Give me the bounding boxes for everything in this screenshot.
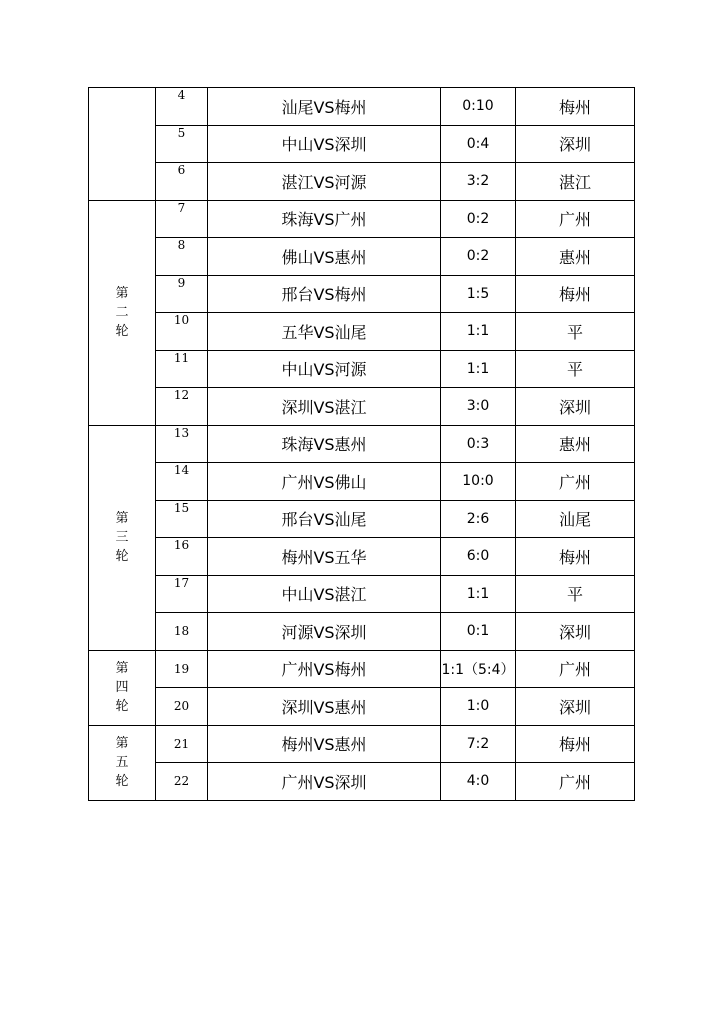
round-label: 第三轮 xyxy=(115,511,129,564)
match-row xyxy=(89,163,635,201)
match-number: 17 xyxy=(156,575,208,613)
match-score: 0:1 xyxy=(441,613,516,651)
match-row xyxy=(89,200,635,238)
match-row xyxy=(89,350,635,388)
match-number: 20 xyxy=(156,688,208,726)
match-row xyxy=(89,725,635,763)
round-label: 第二轮 xyxy=(115,286,129,339)
match-number: 7 xyxy=(156,200,208,238)
match-teams: 邢台VS梅州 xyxy=(208,275,441,313)
match-teams: 中山VS深圳 xyxy=(208,125,441,163)
match-teams: 梅州VS五华 xyxy=(208,538,441,576)
match-number: 18 xyxy=(156,613,208,651)
match-winner: 梅州 xyxy=(516,538,635,576)
match-winner: 汕尾 xyxy=(516,500,635,538)
match-teams: 广州VS深圳 xyxy=(208,763,441,801)
match-winner: 惠州 xyxy=(516,425,635,463)
match-number: 12 xyxy=(156,388,208,426)
match-row xyxy=(89,650,635,688)
round-cell xyxy=(89,425,156,650)
match-score: 1:5 xyxy=(441,275,516,313)
match-score: 3:2 xyxy=(441,163,516,201)
match-winner: 广州 xyxy=(516,463,635,501)
match-winner: 深圳 xyxy=(516,388,635,426)
match-teams: 中山VS河源 xyxy=(208,350,441,388)
match-row xyxy=(89,125,635,163)
match-score: 1:1（5:4） xyxy=(441,650,516,688)
match-score: 1:1 xyxy=(441,350,516,388)
match-number: 22 xyxy=(156,763,208,801)
match-number: 4 xyxy=(156,88,208,126)
match-teams: 中山VS湛江 xyxy=(208,575,441,613)
match-number: 13 xyxy=(156,425,208,463)
match-score: 0:2 xyxy=(441,238,516,276)
schedule-body xyxy=(89,88,635,801)
match-winner: 梅州 xyxy=(516,275,635,313)
match-row xyxy=(89,763,635,801)
match-row xyxy=(89,313,635,351)
match-row xyxy=(89,500,635,538)
match-score: 2:6 xyxy=(441,500,516,538)
match-winner: 梅州 xyxy=(516,725,635,763)
match-teams: 深圳VS湛江 xyxy=(208,388,441,426)
match-winner: 平 xyxy=(516,313,635,351)
match-row xyxy=(89,688,635,726)
round-cell xyxy=(89,200,156,425)
match-winner: 惠州 xyxy=(516,238,635,276)
match-winner: 平 xyxy=(516,350,635,388)
match-number: 11 xyxy=(156,350,208,388)
match-number: 5 xyxy=(156,125,208,163)
match-score: 1:1 xyxy=(441,575,516,613)
round-cell xyxy=(89,88,156,201)
match-score: 7:2 xyxy=(441,725,516,763)
match-number: 21 xyxy=(156,725,208,763)
match-teams: 深圳VS惠州 xyxy=(208,688,441,726)
match-winner: 深圳 xyxy=(516,125,635,163)
match-teams: 邢台VS汕尾 xyxy=(208,500,441,538)
match-winner: 平 xyxy=(516,575,635,613)
match-teams: 广州VS梅州 xyxy=(208,650,441,688)
match-score: 0:2 xyxy=(441,200,516,238)
match-winner: 广州 xyxy=(516,763,635,801)
match-score: 0:10 xyxy=(441,88,516,126)
match-number: 8 xyxy=(156,238,208,276)
match-winner: 湛江 xyxy=(516,163,635,201)
match-winner: 深圳 xyxy=(516,613,635,651)
match-winner: 广州 xyxy=(516,200,635,238)
round-label: 第四轮 xyxy=(115,661,129,714)
match-score: 6:0 xyxy=(441,538,516,576)
match-winner: 深圳 xyxy=(516,688,635,726)
match-teams: 汕尾VS梅州 xyxy=(208,88,441,126)
match-winner: 广州 xyxy=(516,650,635,688)
match-number: 6 xyxy=(156,163,208,201)
match-number: 15 xyxy=(156,500,208,538)
match-row xyxy=(89,238,635,276)
match-teams: 湛江VS河源 xyxy=(208,163,441,201)
match-number: 19 xyxy=(156,650,208,688)
match-teams: 五华VS汕尾 xyxy=(208,313,441,351)
schedule-table xyxy=(88,87,635,801)
match-score: 10:0 xyxy=(441,463,516,501)
match-winner: 梅州 xyxy=(516,88,635,126)
round-cell xyxy=(89,725,156,800)
round-label: 第五轮 xyxy=(115,736,129,789)
match-score: 1:0 xyxy=(441,688,516,726)
match-score: 0:3 xyxy=(441,425,516,463)
match-row xyxy=(89,425,635,463)
match-score: 0:4 xyxy=(441,125,516,163)
match-row xyxy=(89,538,635,576)
match-teams: 佛山VS惠州 xyxy=(208,238,441,276)
match-number: 9 xyxy=(156,275,208,313)
match-row xyxy=(89,275,635,313)
match-row xyxy=(89,463,635,501)
match-teams: 珠海VS广州 xyxy=(208,200,441,238)
match-teams: 梅州VS惠州 xyxy=(208,725,441,763)
match-row xyxy=(89,388,635,426)
match-number: 14 xyxy=(156,463,208,501)
round-cell xyxy=(89,650,156,725)
match-row xyxy=(89,88,635,126)
match-row xyxy=(89,575,635,613)
match-teams: 河源VS深圳 xyxy=(208,613,441,651)
match-teams: 广州VS佛山 xyxy=(208,463,441,501)
match-score: 4:0 xyxy=(441,763,516,801)
match-score: 1:1 xyxy=(441,313,516,351)
match-teams: 珠海VS惠州 xyxy=(208,425,441,463)
match-score: 3:0 xyxy=(441,388,516,426)
match-number: 16 xyxy=(156,538,208,576)
match-row xyxy=(89,613,635,651)
match-number: 10 xyxy=(156,313,208,351)
